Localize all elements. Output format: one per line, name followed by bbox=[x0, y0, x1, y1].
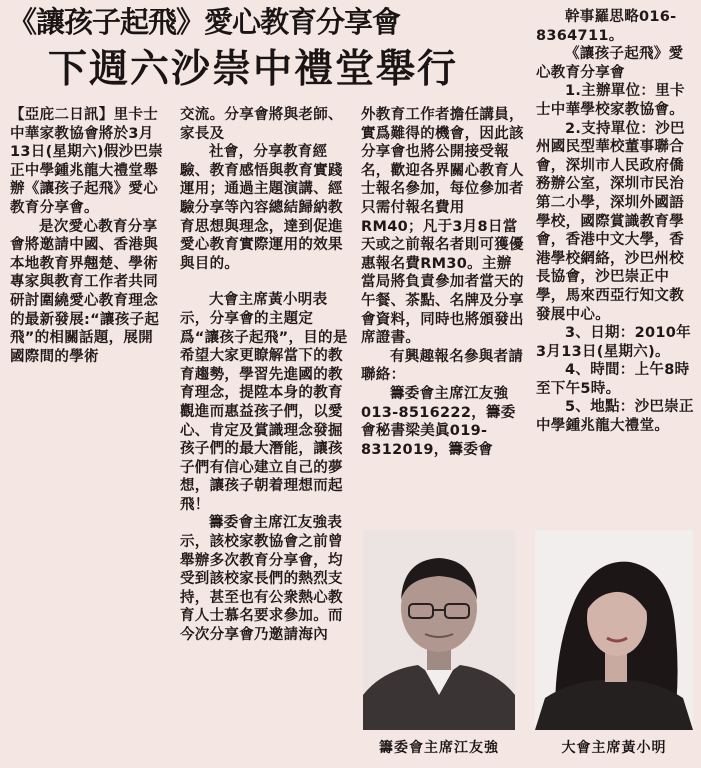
supporters-info: 2.支持單位：沙巴州國民型華校董事聯合會，深圳市人民政府僑務辦公室，深圳市民治第二小學，深圳外國語學校，國際賞識教育學會，香港中文大學，香港學校網絡，沙巴州校長協會，沙巴崇正中學，馬來西亞行知文教發展中心。 bbox=[536, 120, 685, 323]
woman-portrait-icon bbox=[535, 530, 693, 730]
date-info: 3、日期：2010年3月13日(星期六)。 bbox=[536, 325, 691, 360]
photo-caption-right: 大會主席黃小明 bbox=[561, 740, 667, 756]
time-info: 4、時間：上午8時至下午5時。 bbox=[536, 362, 690, 397]
article-paragraph: 交流。分享會將與老師、家長及 bbox=[180, 107, 343, 142]
article-column-4 bbox=[536, 8, 694, 436]
article-paragraph: 【亞庇二日訊】里卡士中華家教協會將於3月13日(星期六)假沙巴崇正中學鍾兆龍大禮堂舉辦《讓孩子起飛》愛心教育分享會。 bbox=[10, 107, 164, 216]
article-paragraph: 籌委會主席江友強013-8516222，籌委會秘書梁美眞019-8312019，籌委會 bbox=[361, 385, 516, 458]
photo-conference-chairman bbox=[535, 530, 693, 730]
article-column-1 bbox=[10, 106, 164, 366]
man-portrait-icon bbox=[363, 530, 515, 730]
article-paragraph: 外教育工作者擔任講員，實爲難得的機會，因此該分享會也將公開接受報名，歡迎各界關心教育人士報名參加，每位參加者只需付報名費用RM40；凡于3月8日當天或之前報名者則可獲優惠報名費RM30。主辦當局將負責參加者當天的午餐、茶點、名牌及分享會資料，同時也將頒發出席證書。 bbox=[361, 107, 524, 347]
article-paragraph: 有興趣報名參與者請聯絡： bbox=[361, 348, 524, 384]
organizer-info: 1.主辦單位：里卡士中華學校家教協會。 bbox=[536, 83, 685, 118]
photo-committee-chairman bbox=[363, 530, 515, 730]
venue-info: 5、地點：沙巴崇正中學鍾兆龍大禮堂。 bbox=[536, 399, 694, 435]
article-paragraph: 社會，分享教育經驗、教育感悟與教育實踐運用；通過主題演講、經驗分享等內容總結歸納教育思想與理念，達到促進愛心教育實際運用的效果與目的。 bbox=[180, 144, 343, 272]
headline-line1: 《讓孩子起飛》愛心教育分享會 bbox=[8, 5, 401, 39]
article-paragraph: 籌委會主席江友強表示，該校家教協會之前曾舉辦多次教育分享會，均受到該校家長們的熱烈支持，甚至也有公衆熱心教育人士慕名要求參加。而今次分享會乃邀請海內 bbox=[180, 515, 343, 644]
photo-caption-left: 籌委會主席江友強 bbox=[379, 740, 499, 756]
contact-line: 幹事羅思略016-8364711。 bbox=[536, 9, 677, 44]
event-name: 《讓孩子起飛》愛心教育分享會 bbox=[536, 46, 684, 81]
article-paragraph: 是次愛心教育分享會將邀請中國、香港與本地教育界翹楚、學術專家與教育工作者共同研討圍繞愛心教育理念的最新發展:“讓孩子起飛”的相關話題，展開國際間的學術 bbox=[10, 218, 160, 365]
headline-line2: 下週六沙崇中禮堂舉行 bbox=[48, 47, 459, 92]
article-column-2 bbox=[180, 106, 348, 645]
article-column-3 bbox=[361, 106, 524, 459]
article-paragraph: 大會主席黃小明表示，分享會的主題定爲“讓孩子起飛”，目的是希望大家更瞭解當下的教育趨勢，學習先進國的教育理念，提陞本身的教育觀進而惠益孩子們，以愛心、肯定及賞識理念發掘孩子們的最大潛能，讓孩子們有信心建立自己的夢想，讓孩子朝着理想而起飛！ bbox=[180, 292, 348, 513]
